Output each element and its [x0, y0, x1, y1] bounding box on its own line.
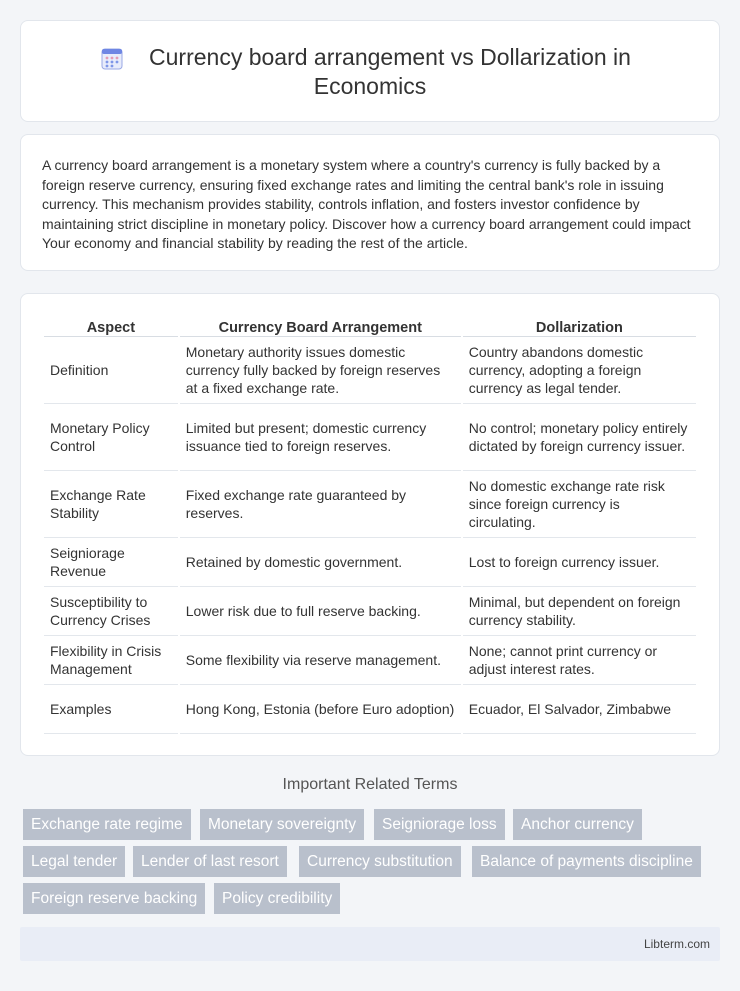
- row-currency-board: Hong Kong, Estonia (before Euro adoption): [180, 685, 461, 734]
- row-dollarization: No control; monetary policy entirely dictated by foreign currency issuer.: [463, 404, 696, 471]
- related-term-tag[interactable]: Seigniorage loss: [374, 809, 505, 840]
- related-term-tag[interactable]: Exchange rate regime: [23, 809, 191, 840]
- title-card: [20, 20, 720, 122]
- table-header-row: [44, 314, 696, 337]
- table-row: [44, 337, 696, 404]
- table-row: [44, 685, 696, 734]
- header-dollarization: Dollarization: [463, 314, 696, 337]
- table-row: [44, 404, 696, 471]
- row-dollarization: None; cannot print currency or adjust interest rates.: [463, 636, 696, 685]
- table-row: [44, 538, 696, 587]
- intro-paragraph: A currency board arrangement is a monetary system where a country's currency is fully backed by a foreign reserve currency, ensuring fixed exchange rates and limiting the central bank's role in issuing currency. This mechanism provides stability, controls inflation, and fosters investor confidence by maintaining strict discipline in monetary policy. Discover how a currency board arrangement could impact Your economy and financial stability by reading the rest of the article.: [42, 157, 691, 252]
- row-aspect: Susceptibility to Currency Crises: [44, 587, 178, 636]
- row-currency-board: Some flexibility via reserve management.: [180, 636, 461, 685]
- footer: [20, 927, 720, 961]
- row-aspect: Monetary Policy Control: [44, 404, 178, 471]
- row-currency-board: Limited but present; domestic currency issuance tied to foreign reserves.: [180, 404, 461, 471]
- related-term-tag[interactable]: Anchor currency: [513, 809, 642, 840]
- related-term-tag[interactable]: Foreign reserve backing: [23, 883, 205, 914]
- page-title: [21, 43, 719, 101]
- row-aspect: Definition: [44, 337, 178, 404]
- row-aspect: Seigniorage Revenue: [44, 538, 178, 587]
- table-row: [44, 471, 696, 538]
- header-aspect: Aspect: [44, 314, 178, 337]
- footer-site-link[interactable]: Libterm.com: [643, 937, 710, 951]
- row-aspect: Flexibility in Crisis Management: [44, 636, 178, 685]
- row-aspect: Exchange Rate Stability: [44, 471, 178, 538]
- related-term-tag[interactable]: Balance of payments discipline: [472, 846, 701, 877]
- comparison-table: [42, 314, 698, 734]
- related-term-tag[interactable]: Policy credibility: [214, 883, 340, 914]
- row-currency-board: Monetary authority issues domestic currency fully backed by foreign reserves at a fixed exchange rate.: [180, 337, 461, 404]
- row-dollarization: Country abandons domestic currency, adopting a foreign currency as legal tender.: [463, 337, 696, 404]
- related-term-tag[interactable]: Monetary sovereignty: [200, 809, 364, 840]
- header-currency-board: Currency Board Arrangement: [180, 314, 461, 337]
- related-term-tag[interactable]: Legal tender: [23, 846, 125, 877]
- page-title-line-2: Economics: [313, 73, 427, 99]
- intro-card: [20, 134, 720, 271]
- row-aspect: Examples: [44, 685, 178, 734]
- table-row: [44, 587, 696, 636]
- row-currency-board: Fixed exchange rate guaranteed by reserves.: [180, 471, 461, 538]
- row-dollarization: Lost to foreign currency issuer.: [463, 538, 696, 587]
- table-row: [44, 636, 696, 685]
- page-title-line-1: Currency board arrangement vs Dollarization in: [149, 44, 631, 70]
- row-currency-board: Lower risk due to full reserve backing.: [180, 587, 461, 636]
- related-terms-title: Important Related Terms: [282, 776, 458, 793]
- row-dollarization: Minimal, but dependent on foreign currency stability.: [463, 587, 696, 636]
- row-dollarization: Ecuador, El Salvador, Zimbabwe: [463, 685, 696, 734]
- row-currency-board: Retained by domestic government.: [180, 538, 461, 587]
- row-dollarization: No domestic exchange rate risk since foreign currency is circulating.: [463, 471, 696, 538]
- related-term-tag[interactable]: Currency substitution: [299, 846, 461, 877]
- comparison-table-card: [20, 293, 720, 756]
- related-term-tag[interactable]: Lender of last resort: [133, 846, 287, 877]
